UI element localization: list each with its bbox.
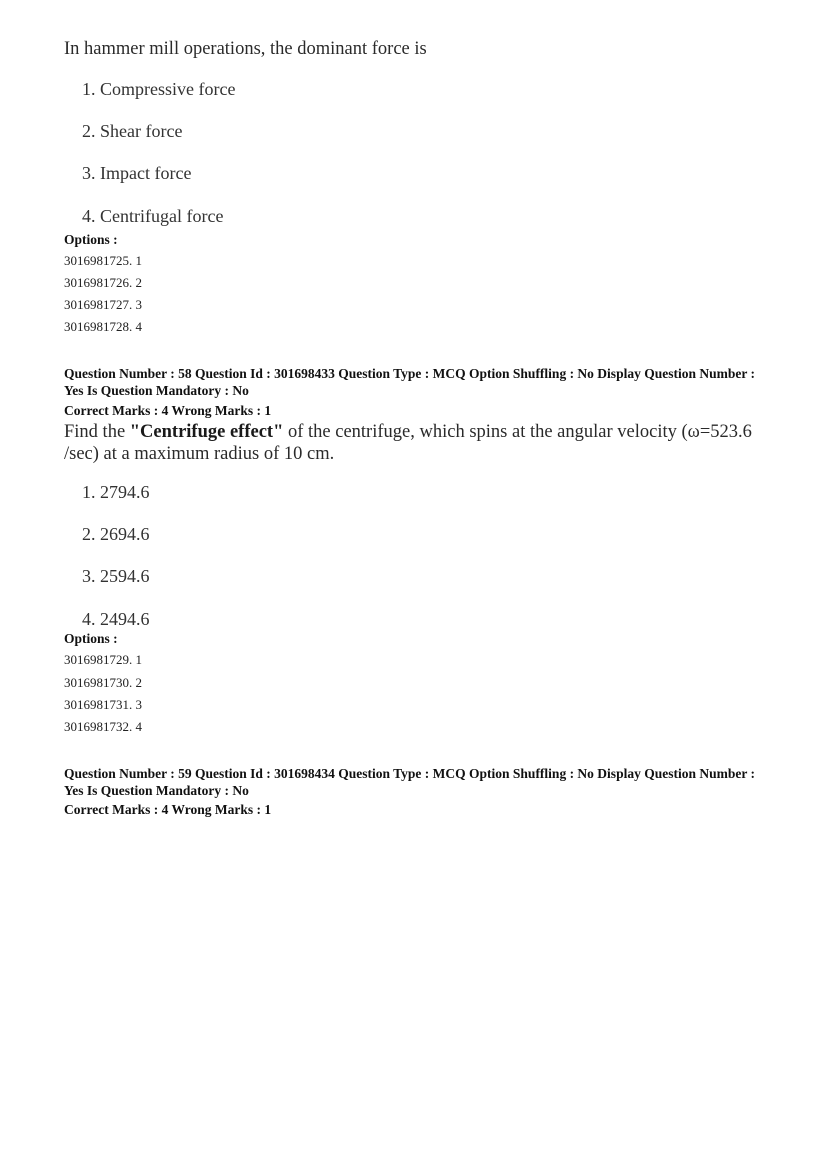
question-57-text: In hammer mill operations, the dominant force is: [64, 39, 427, 59]
question-57-choice-1: 1. Compressive force: [82, 79, 236, 99]
question-57-choice-4: 4. Centrifugal force: [82, 206, 224, 226]
question-57-option-3: 3016981727. 3: [64, 297, 142, 312]
question-58-option-3: 3016981731. 3: [64, 697, 142, 712]
question-58-choice-1: 1. 2794.6: [82, 482, 150, 502]
question-59-meta: Question Number : 59 Question Id : 301698434 Question Type : MCQ Option Shuffling : No Display Question Number : Yes Is Question Mandatory : No: [64, 766, 755, 798]
question-58-text-after: of the centrifuge, which spins at the angular velocity (ω=523.6 /sec) at a maximum radius of 10 cm.: [64, 422, 752, 464]
question-58-text-before: Find the: [64, 422, 130, 442]
question-58-choice-3: 3. 2594.6: [82, 566, 150, 586]
question-57-choice-3: 3. Impact force: [82, 163, 192, 183]
question-57-option-2: 3016981726. 2: [64, 275, 142, 290]
question-58-choice-4: 4. 2494.6: [82, 609, 150, 629]
question-57-option-1: 3016981725. 1: [64, 253, 142, 268]
question-57-choice-2: 2. Shear force: [82, 121, 183, 141]
question-58-choice-2: 2. 2694.6: [82, 524, 150, 544]
question-59-marks: Correct Marks : 4 Wrong Marks : 1: [64, 802, 272, 817]
question-58-options-label: Options :: [64, 631, 118, 646]
question-58-text-bold: "Centrifuge effect": [129, 422, 284, 442]
question-58-meta: Question Number : 58 Question Id : 301698433 Question Type : MCQ Option Shuffling : No Display Question Number : Yes Is Question Mandatory : No: [64, 366, 755, 398]
question-58-option-1: 3016981729. 1: [64, 652, 142, 667]
question-58-text: [64, 421, 764, 465]
question-58-marks: Correct Marks : 4 Wrong Marks : 1: [64, 403, 272, 418]
question-57-option-4: 3016981728. 4: [64, 319, 142, 334]
question-58-option-4: 3016981732. 4: [64, 719, 142, 734]
question-58-option-2: 3016981730. 2: [64, 675, 142, 690]
question-57-options-label: Options :: [64, 232, 118, 247]
